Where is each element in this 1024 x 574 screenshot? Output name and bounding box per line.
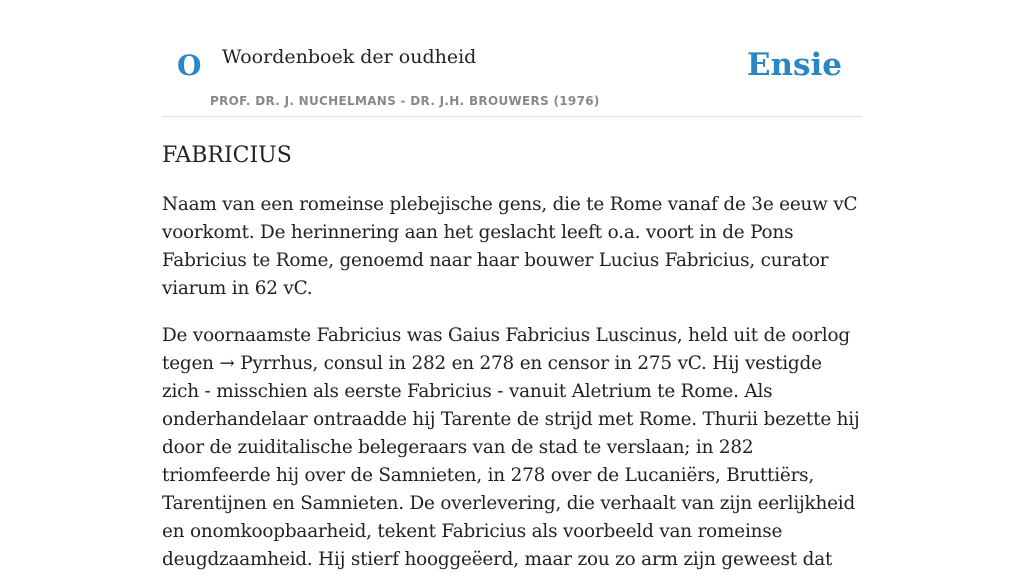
entry-title: FABRICIUS xyxy=(162,143,292,168)
book-title[interactable]: Woordenboek der oudheid xyxy=(222,46,477,68)
book-header xyxy=(162,0,862,117)
book-authors: PROF. DR. J. NUCHELMANS - DR. J.H. BROUWERS (1976) xyxy=(210,94,600,108)
page-content xyxy=(162,0,862,574)
entry-paragraph: Naam van een romeinse plebejische gens, die te Rome vanaf de 3e eeuw vC voorkomt. De herinnering aan het geslacht leeft o.a. voort in de Pons Fabricius te Rome, genoemd naar haar bouwer Lucius Fabricius, curator viarum in 62 vC. xyxy=(162,194,858,300)
ensie-logo[interactable]: Ensie xyxy=(746,47,842,83)
index-letter[interactable]: O xyxy=(177,49,202,82)
entry-paragraph: De voornaamste Fabricius was Gaius Fabricius Luscinus, held uit de oorlog tegen → Pyrrhus, consul in 282 en 278 en censor in 275 vC. Hij vestigde zich - misschien als eerste Fabricius - vanuit Aletrium te Rome. Als onderhandelaar ontraadde hij Tarente de strijd met Rome. Thurii bezette hij door de zuiditalische belegeraars van de stad te verslaan; in 282 triomfeerde hij over de Samnieten, in 278 over de Lucaniërs, Bruttiërs, Tarentijnen en Samnieten. De overlevering, die verhaalt van zijn eerlijkheid en onomkoopbaarheid, tekent Fabricius als voorbeeld van romeinse deugdzaamheid. Hij stierf hooggeëerd, maar zou zo arm zijn geweest dat xyxy=(162,325,860,571)
